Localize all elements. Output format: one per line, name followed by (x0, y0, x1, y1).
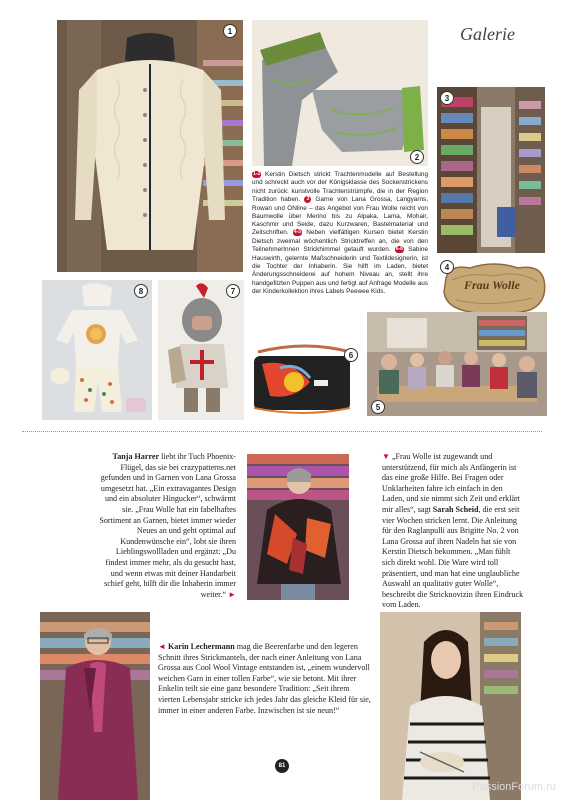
caption-text: Kerstin Dietsch strickt Trachtenmodelle auf Bestellung und schreckt auch vor der Königsklasse des Sockenstrickens nicht zurück: kunstvolle Trachtenstrümpfe, die in der Region Tradition haben. (252, 171, 428, 204)
quote-author: Sarah Scheid (432, 504, 479, 514)
photo-number-badge: 6 (344, 348, 358, 362)
photo-tanja (247, 454, 349, 600)
arrow-down-icon: ▼ (382, 452, 390, 461)
sign-text: Frau Wolle (464, 278, 520, 292)
socks-illustration (252, 20, 428, 166)
quote-karin (158, 642, 371, 716)
photo-sarah (380, 612, 521, 800)
photo-socks (252, 20, 428, 166)
quote-author: Tanja Harrer (112, 452, 160, 461)
quote-text: „Frau Wolle ist zugewandt und unterstützend, für mich als Anfängerin ist das eine große Hilfe. Bei Fragen oder Unklarheiten fahre ich einfach in den Laden, und sie nimmt sich Zeit und erklärt mir alles“, sagt (382, 452, 521, 514)
caption-marker: 1-2 (253, 171, 261, 177)
caption-marker: 6-8 (395, 246, 403, 253)
photo-number-badge: 5 (371, 400, 385, 414)
photo-felt-bag (250, 338, 360, 418)
caption-text: Sabine Hauswirth, gelernte Maßschneiderin und Textildesignerin, ist die Tochter der Inhaberin. Sie hilft im Laden, bietet Änderungsschneiderei auf hohem Niveau an, stellt ihre handgefilzten Puppen aus und fertigt auf Anfrage Modelle aus der Kinderkollektion ihres Labels Peewee Kids. (252, 246, 428, 295)
quote-text: liebt ihr Tuch Phoenix-Flügel, das sie bei crazypatterns.net gefunden und in Garnen von Lana Grossa umgesetzt hat. „Ein extravagantes Design und ein absoluter Hingucker“, schwärmt sie. „Frau Wolle hat ein fabelhaftes Sortiment an Garnen, bietet immer wieder Neues an und geht optimal auf Kundenwünsche ein“, lobt sie ihren Lieblingswollladen und ergänzt: „Du findest immer mehr, als du gesucht hast, und wenn etwas mit deiner Handarbeit schief geht, hilft dir die Inhaberin immer weiter.“ (99, 452, 236, 599)
caption-text: Neben vielfältigen Kursen bietet Kerstin Dietsch zweimal wöchentlich Stricktreffen an, die von den TeilnehmerInnen Strickhimmel getauft wurden. (252, 229, 428, 254)
photo-knight-doll (158, 280, 244, 420)
photo-number-badge: 2 (410, 150, 424, 164)
knight-doll-illustration (158, 280, 244, 420)
photo-wooden-sign (440, 258, 548, 320)
quote-sarah (382, 452, 525, 611)
cardigan-illustration (57, 20, 243, 272)
caption-text: Garne von Lana Grossa, Langyarns, Rowan und ONline – das Angebot von Frau Wolle reicht von Baumwolle über Merino bis zu Alpaka, Lama, Mohair, Kaschmir und Seide, dazu Kurzwaren, Bastelmaterial und Zeitschriften. (252, 196, 428, 237)
photo-cardigan (57, 20, 243, 272)
knitting-group-illustration (367, 312, 547, 416)
quote-tanja (94, 452, 236, 600)
karin-illustration (40, 612, 150, 800)
section-divider (22, 431, 542, 432)
photo-number-badge: 4 (440, 260, 454, 274)
photo-baby-outfit (42, 280, 152, 420)
tanja-illustration (247, 454, 349, 600)
sarah-illustration (380, 612, 521, 800)
quote-text: mag die Beerenfarbe und den legeren Schnitt ihres Strickmantels, der nach einer Anleitung von Lana Grossa aus Cool Wool Vintage entstanden ist, „einem wundervoll weichen Garn in einer tollen Farbe“, wie sie betont. Mit ihrer Enkelin teilt sie eine ganz besondere Tradition: „Seit ihrem vierten Lebensjahr stricke ich jedes Jahr das gleiche Kleid für sie, immer in einer anderen Farbe. Inzwischen ist sie neun!“ (158, 642, 371, 715)
section-title: Galerie (460, 24, 515, 44)
arrow-left-icon: ◄ (158, 642, 166, 651)
quote-text: , die erst seit vier Wochen stricken lernt. Die Anleitung für den Raglanpulli aus Brigitte No. 2 von Lana Grossa auf ihren Nadeln hat sie von Kerstin Dietsch bekommen. „Man fühlt sich direkt wohl. Die Ware wird toll präsentiert, und man hat eine unglaubliche Auswahl an qualitativ guter Wolle“, beschreibt die Stricknovizin ihren Eindruck vom Laden. (382, 504, 524, 610)
photo-number-badge: 1 (223, 24, 237, 38)
arrow-right-icon: ► (228, 589, 236, 599)
photo-karin (40, 612, 150, 800)
page-number: 81 (275, 759, 289, 773)
photo-knitting-group (367, 312, 547, 416)
photo-number-badge: 3 (440, 91, 454, 105)
photo-number-badge: 7 (226, 284, 240, 298)
photo-number-badge: 8 (134, 284, 148, 298)
felt-bag-illustration (250, 338, 360, 418)
baby-outfit-illustration (42, 280, 152, 420)
shop-shelves-illustration (437, 87, 545, 253)
caption-marker: 4-5 (293, 229, 302, 236)
quote-author: Karin Lechermann (167, 642, 235, 651)
caption-marker: 3 (304, 196, 311, 203)
photo-yarn-shelves (437, 87, 545, 253)
watermark: PassionForum.ru (472, 781, 556, 793)
gallery-caption (252, 171, 428, 296)
